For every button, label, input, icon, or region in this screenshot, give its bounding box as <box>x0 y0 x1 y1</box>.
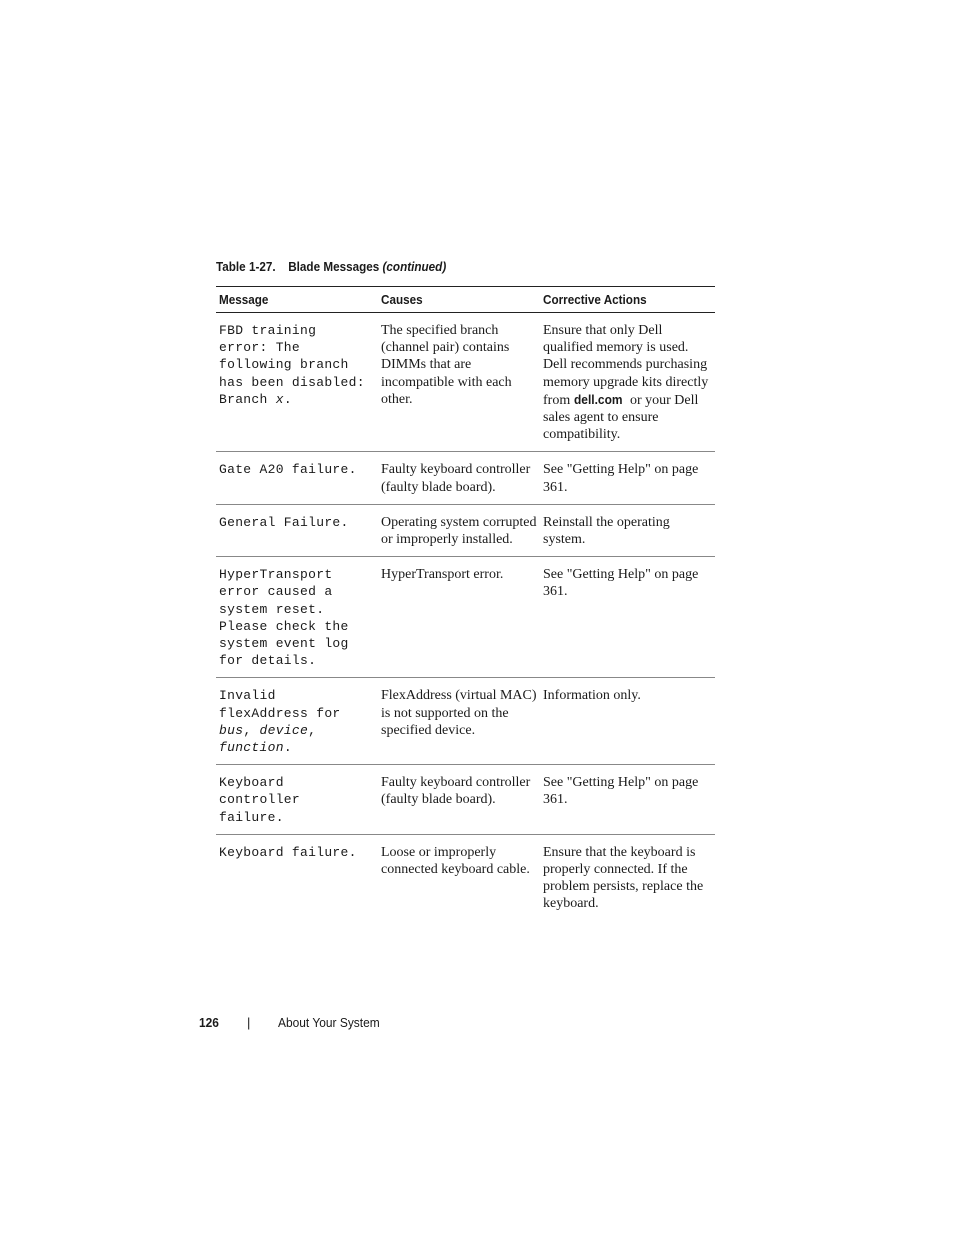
message-cell: HyperTransport error caused a system reset. Please check the system event log for details. <box>216 557 378 678</box>
message-cell: Invalid flexAddress for bus, device, function. <box>216 678 378 765</box>
action-cell: Reinstall the operating system. <box>540 504 715 556</box>
cause-cell: Loose or improperly connected keyboard cable. <box>381 844 530 878</box>
message-cell: FBD training error: The following branch has been disabled: Branch x. <box>216 313 378 452</box>
table-title: Blade Messages <box>288 259 380 274</box>
blade-messages-table <box>216 286 715 921</box>
table-row <box>216 765 715 835</box>
table-row <box>216 557 715 678</box>
header-causes: Causes <box>378 287 540 313</box>
action-cell: See "Getting Help" on page 361. <box>540 765 715 835</box>
table-row <box>216 678 715 765</box>
table-number: Table 1-27. <box>216 259 276 274</box>
cause-cell: Faulty keyboard controller (faulty blade board). <box>378 452 540 504</box>
cause-cell: FlexAddress (virtual MAC) is not supported on the specified device. <box>378 678 540 765</box>
page-footer <box>199 1015 380 1030</box>
dell-com-text: dell.com <box>573 391 623 407</box>
action-cell: Ensure that the keyboard is properly connected. If the problem persists, replace the keyboard. <box>543 844 704 912</box>
cause-cell: Operating system corrupted or improperly installed. <box>378 504 540 556</box>
table-row <box>216 834 715 920</box>
cause-cell: Faulty keyboard controller (faulty blade board). <box>378 765 540 835</box>
action-cell: Ensure that only Dell qualified memory is used. Dell recommends purchasing memory upgrade kits directly from dell.com or your Dell sales agent to ensure compatibility. <box>540 313 715 452</box>
page-number: 126 <box>199 1015 219 1030</box>
table-header-row <box>216 287 715 313</box>
cause-cell: HyperTransport error. <box>378 557 540 678</box>
table-row <box>216 452 715 504</box>
message-cell: Gate A20 failure. <box>216 452 378 504</box>
message-cell: Keyboard failure. <box>219 844 357 860</box>
footer-separator: | <box>247 1015 251 1030</box>
table-row <box>216 313 715 452</box>
cause-cell: The specified branch (channel pair) contains DIMMs that are incompatible with each other. <box>378 313 540 452</box>
message-cell: General Failure. <box>216 504 378 556</box>
header-message: Message <box>216 287 378 313</box>
action-cell: See "Getting Help" on page 361. <box>540 557 715 678</box>
table-caption <box>216 259 446 274</box>
action-cell: Information only. <box>540 678 715 765</box>
action-cell: See "Getting Help" on page 361. <box>540 452 715 504</box>
message-cell: Keyboard controller failure. <box>216 765 378 835</box>
footer-section-title: About Your System <box>278 1015 380 1030</box>
table-continued-label: (continued) <box>382 259 447 274</box>
table-row <box>216 504 715 556</box>
header-corrective-actions: Corrective Actions <box>540 287 715 313</box>
